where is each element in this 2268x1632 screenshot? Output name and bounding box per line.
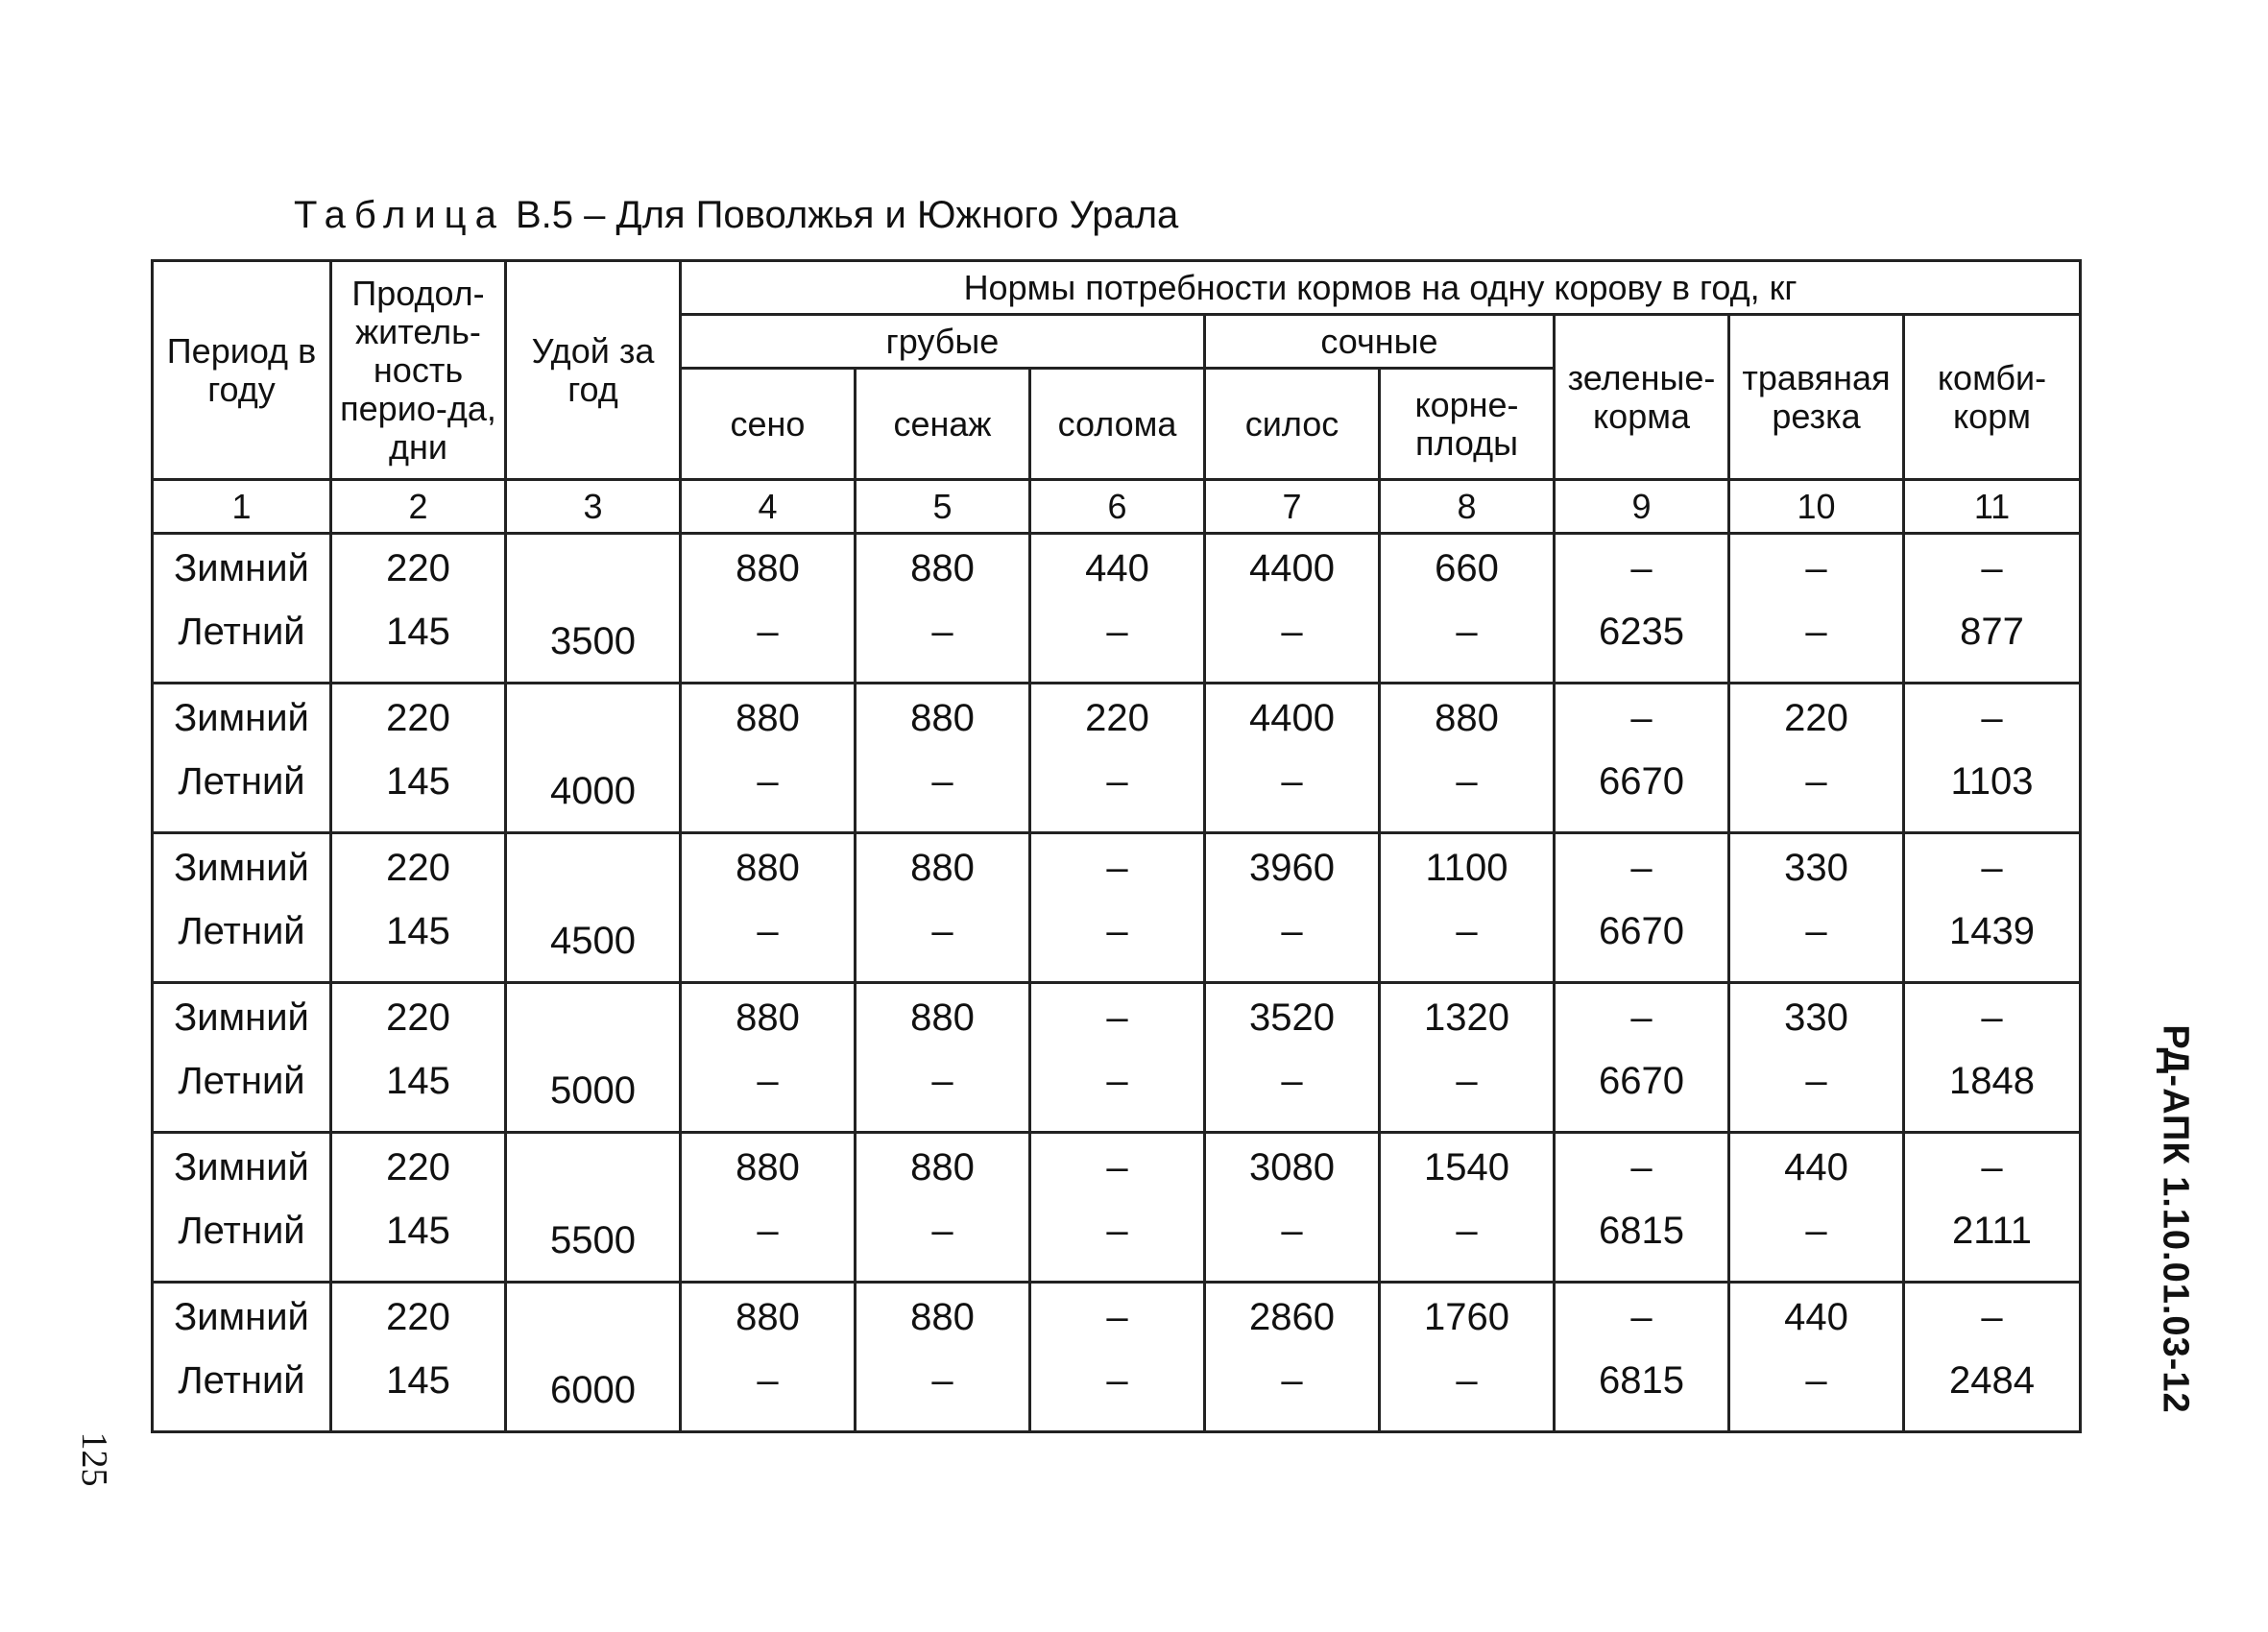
column-number: 7 [1205,480,1380,534]
summer-value: Летний [178,760,305,803]
cell-duration [331,983,506,1133]
header-norms: Нормы потребности кормов на одну корову в год, кг [681,261,2081,315]
column-number: 9 [1555,480,1729,534]
winter-value: Зимний [174,996,309,1039]
winter-value: – [1630,847,1653,889]
cell-straw [1030,983,1205,1133]
cell-roots [1380,534,1555,684]
summer-value: – [1456,1060,1478,1102]
winter-value: 880 [736,697,800,739]
header-silage: силос [1205,369,1380,480]
column-number: 3 [506,480,681,534]
cell-green [1555,983,1729,1133]
cell-combi [1904,1283,2081,1432]
winter-value: 220 [386,697,450,739]
summer-value: – [757,1359,779,1402]
winter-value: 880 [736,547,800,589]
summer-value: – [931,760,953,803]
winter-value: 880 [910,547,975,589]
header-combi: комби-корм [1904,315,2081,480]
header-roots: корне-плоды [1380,369,1555,480]
header-yield: Удой за год [506,261,681,480]
cell-silage [1205,534,1380,684]
winter-value: – [1106,996,1128,1039]
cell-duration [331,833,506,983]
cell-haylage [856,833,1030,983]
summer-value: – [931,1210,953,1252]
cell-yield [506,534,681,684]
winter-value: 880 [910,1296,975,1338]
winter-value: 1760 [1424,1296,1509,1338]
cell-yield [506,1133,681,1283]
summer-value: Летний [178,910,305,952]
winter-value: – [1981,1146,2003,1188]
summer-value: – [757,1210,779,1252]
cell-green [1555,833,1729,983]
summer-value: – [1106,910,1128,952]
winter-value: – [1630,996,1653,1039]
summer-value: 2484 [1949,1359,2035,1402]
winter-value: Зимний [174,1296,309,1338]
cell-grass [1729,1133,1904,1283]
summer-value: 2111 [1951,1210,2033,1252]
winter-value: 1320 [1424,996,1509,1039]
winter-value: 3080 [1249,1146,1335,1188]
cell-grass [1729,833,1904,983]
header-straw: солома [1030,369,1205,480]
table-row [153,1283,2081,1432]
cell-hay [681,1133,856,1283]
summer-value: 1103 [1950,760,2034,803]
winter-value: 880 [910,1146,975,1188]
cell-straw [1030,534,1205,684]
summer-value: – [1456,910,1478,952]
winter-value: 220 [1784,697,1848,739]
cell-straw [1030,833,1205,983]
winter-value: 440 [1784,1296,1848,1338]
column-numbers-row [153,480,2081,534]
winter-value: 440 [1085,547,1149,589]
winter-value: – [1981,697,2003,739]
summer-value: – [1805,760,1827,803]
winter-value: 880 [910,697,975,739]
summer-value: 145 [386,1210,450,1252]
winter-value: 880 [1435,697,1499,739]
winter-value: 2860 [1249,1296,1335,1338]
cell-combi [1904,833,2081,983]
summer-value: – [1281,1060,1303,1102]
header-hay: сено [681,369,856,480]
cell-period [153,833,331,983]
summer-value: 145 [386,910,450,952]
winter-value: – [1981,847,2003,889]
summer-value: – [1106,1060,1128,1102]
summer-value: – [757,1060,779,1102]
winter-value: 880 [736,847,800,889]
yield-value: 5000 [550,1068,636,1112]
cell-yield [506,684,681,833]
summer-value: 145 [386,760,450,803]
summer-value: – [1805,1210,1827,1252]
summer-value: 1848 [1949,1060,2035,1102]
winter-value: 220 [386,847,450,889]
caption-prefix: Таблица [294,194,505,236]
winter-value: – [1630,697,1653,739]
summer-value: – [1106,611,1128,653]
cell-silage [1205,1133,1380,1283]
summer-value: – [1281,910,1303,952]
summer-value: 6815 [1599,1210,1684,1252]
summer-value: – [757,910,779,952]
summer-value: – [1805,910,1827,952]
cell-hay [681,833,856,983]
winter-value: Зимний [174,1146,309,1188]
winter-value: 1100 [1425,847,1508,889]
summer-value: – [1281,1359,1303,1402]
summer-value: – [1456,1359,1478,1402]
cell-straw [1030,1283,1205,1432]
header-juicy: сочные [1205,315,1555,369]
winter-value: 220 [386,547,450,589]
cell-roots [1380,983,1555,1133]
summer-value: – [1805,1060,1827,1102]
winter-value: 220 [386,1296,450,1338]
cell-duration [331,1283,506,1432]
cell-green [1555,534,1729,684]
cell-grass [1729,983,1904,1133]
winter-value: – [1805,547,1827,589]
summer-value: 6670 [1599,760,1684,803]
winter-value: 3520 [1249,996,1335,1039]
column-number: 5 [856,480,1030,534]
cell-period [153,534,331,684]
summer-value: Летний [178,1210,305,1252]
column-number: 8 [1380,480,1555,534]
winter-value: 220 [386,1146,450,1188]
column-number: 2 [331,480,506,534]
cell-straw [1030,684,1205,833]
winter-value: Зимний [174,847,309,889]
winter-value: – [1630,547,1653,589]
cell-hay [681,684,856,833]
cell-haylage [856,1133,1030,1283]
cell-silage [1205,1283,1380,1432]
summer-value: – [1281,760,1303,803]
table-row [153,534,2081,684]
header-haylage: сенаж [856,369,1030,480]
column-number: 10 [1729,480,1904,534]
summer-value: – [1456,1210,1478,1252]
yield-value: 5500 [550,1218,636,1261]
cell-yield [506,1283,681,1432]
summer-value: – [1805,1359,1827,1402]
yield-value: 6000 [550,1368,636,1411]
cell-silage [1205,833,1380,983]
summer-value: – [757,760,779,803]
caption-text: В.5 – Для Поволжья и Южного Урала [515,194,1179,236]
winter-value: 330 [1784,996,1848,1039]
summer-value: 1439 [1949,910,2035,952]
cell-period [153,983,331,1133]
summer-value: 145 [386,611,450,653]
winter-value: – [1106,847,1128,889]
table-caption [294,188,1178,242]
table-row [153,1133,2081,1283]
cell-silage [1205,684,1380,833]
cell-haylage [856,684,1030,833]
cell-grass [1729,684,1904,833]
column-number: 6 [1030,480,1205,534]
winter-value: – [1630,1296,1653,1338]
column-number: 11 [1904,480,2081,534]
cell-period [153,1133,331,1283]
yield-value: 3500 [550,619,636,662]
cell-grass [1729,1283,1904,1432]
document-code [2156,1018,2194,1421]
cell-silage [1205,983,1380,1133]
summer-value: 877 [1960,611,2024,653]
winter-value: 4400 [1249,547,1335,589]
summer-value: – [931,1359,953,1402]
summer-value: – [757,611,779,653]
cell-grass [1729,534,1904,684]
summer-value: 6815 [1599,1359,1684,1402]
summer-value: – [931,910,953,952]
cell-duration [331,1133,506,1283]
cell-hay [681,534,856,684]
header-duration: Продол-житель-ность перио-да, дни [331,261,506,480]
cell-haylage [856,1283,1030,1432]
cell-combi [1904,983,2081,1133]
table-row [153,684,2081,833]
cell-roots [1380,1283,1555,1432]
winter-value: – [1106,1146,1128,1188]
summer-value: – [1106,760,1128,803]
page-number [75,1421,113,1498]
winter-value: 3960 [1249,847,1335,889]
cell-combi [1904,534,2081,684]
header-rough: грубые [681,315,1205,369]
table-row [153,983,2081,1133]
winter-value: 220 [386,996,450,1039]
summer-value: – [1456,611,1478,653]
winter-value: 880 [736,1296,800,1338]
cell-yield [506,983,681,1133]
summer-value: – [931,611,953,653]
summer-value: 6670 [1599,910,1684,952]
cell-hay [681,983,856,1133]
summer-value: – [1281,1210,1303,1252]
summer-value: 6670 [1599,1060,1684,1102]
header-green: зеленые-корма [1555,315,1729,480]
winter-value: 880 [910,847,975,889]
winter-value: 330 [1784,847,1848,889]
cell-green [1555,684,1729,833]
column-number: 4 [681,480,856,534]
summer-value: – [931,1060,953,1102]
summer-value: – [1456,760,1478,803]
cell-straw [1030,1133,1205,1283]
cell-haylage [856,983,1030,1133]
cell-duration [331,534,506,684]
winter-value: – [1981,547,2003,589]
yield-value: 4000 [550,769,636,812]
winter-value: 4400 [1249,697,1335,739]
summer-value: 145 [386,1359,450,1402]
yield-value: 4500 [550,919,636,962]
feed-norms-table [151,259,2082,1433]
winter-value: 880 [910,996,975,1039]
winter-value: 880 [736,1146,800,1188]
summer-value: 6235 [1599,611,1684,653]
header-period: Период в году [153,261,331,480]
cell-roots [1380,833,1555,983]
cell-green [1555,1133,1729,1283]
winter-value: 220 [1085,697,1149,739]
winter-value: – [1981,1296,2003,1338]
winter-value: 660 [1435,547,1499,589]
cell-haylage [856,534,1030,684]
cell-period [153,684,331,833]
winter-value: – [1981,996,2003,1039]
table-body [153,534,2081,1432]
winter-value: 440 [1784,1146,1848,1188]
document-code-text: РД-АПК 1.10.01.03-12 [2155,1024,2196,1414]
cell-yield [506,833,681,983]
winter-value: Зимний [174,697,309,739]
winter-value: Зимний [174,547,309,589]
summer-value: Летний [178,1060,305,1102]
cell-green [1555,1283,1729,1432]
summer-value: Летний [178,611,305,653]
summer-value: – [1805,611,1827,653]
table-row [153,833,2081,983]
cell-roots [1380,684,1555,833]
summer-value: – [1106,1210,1128,1252]
cell-duration [331,684,506,833]
page-number-text: 125 [74,1431,114,1487]
winter-value: – [1630,1146,1653,1188]
cell-roots [1380,1133,1555,1283]
header-grass: травяная резка [1729,315,1904,480]
summer-value: Летний [178,1359,305,1402]
summer-value: – [1281,611,1303,653]
column-number: 1 [153,480,331,534]
summer-value: – [1106,1359,1128,1402]
cell-hay [681,1283,856,1432]
winter-value: 880 [736,996,800,1039]
winter-value: 1540 [1424,1146,1509,1188]
cell-combi [1904,684,2081,833]
cell-combi [1904,1133,2081,1283]
cell-period [153,1283,331,1432]
winter-value: – [1106,1296,1128,1338]
summer-value: 145 [386,1060,450,1102]
